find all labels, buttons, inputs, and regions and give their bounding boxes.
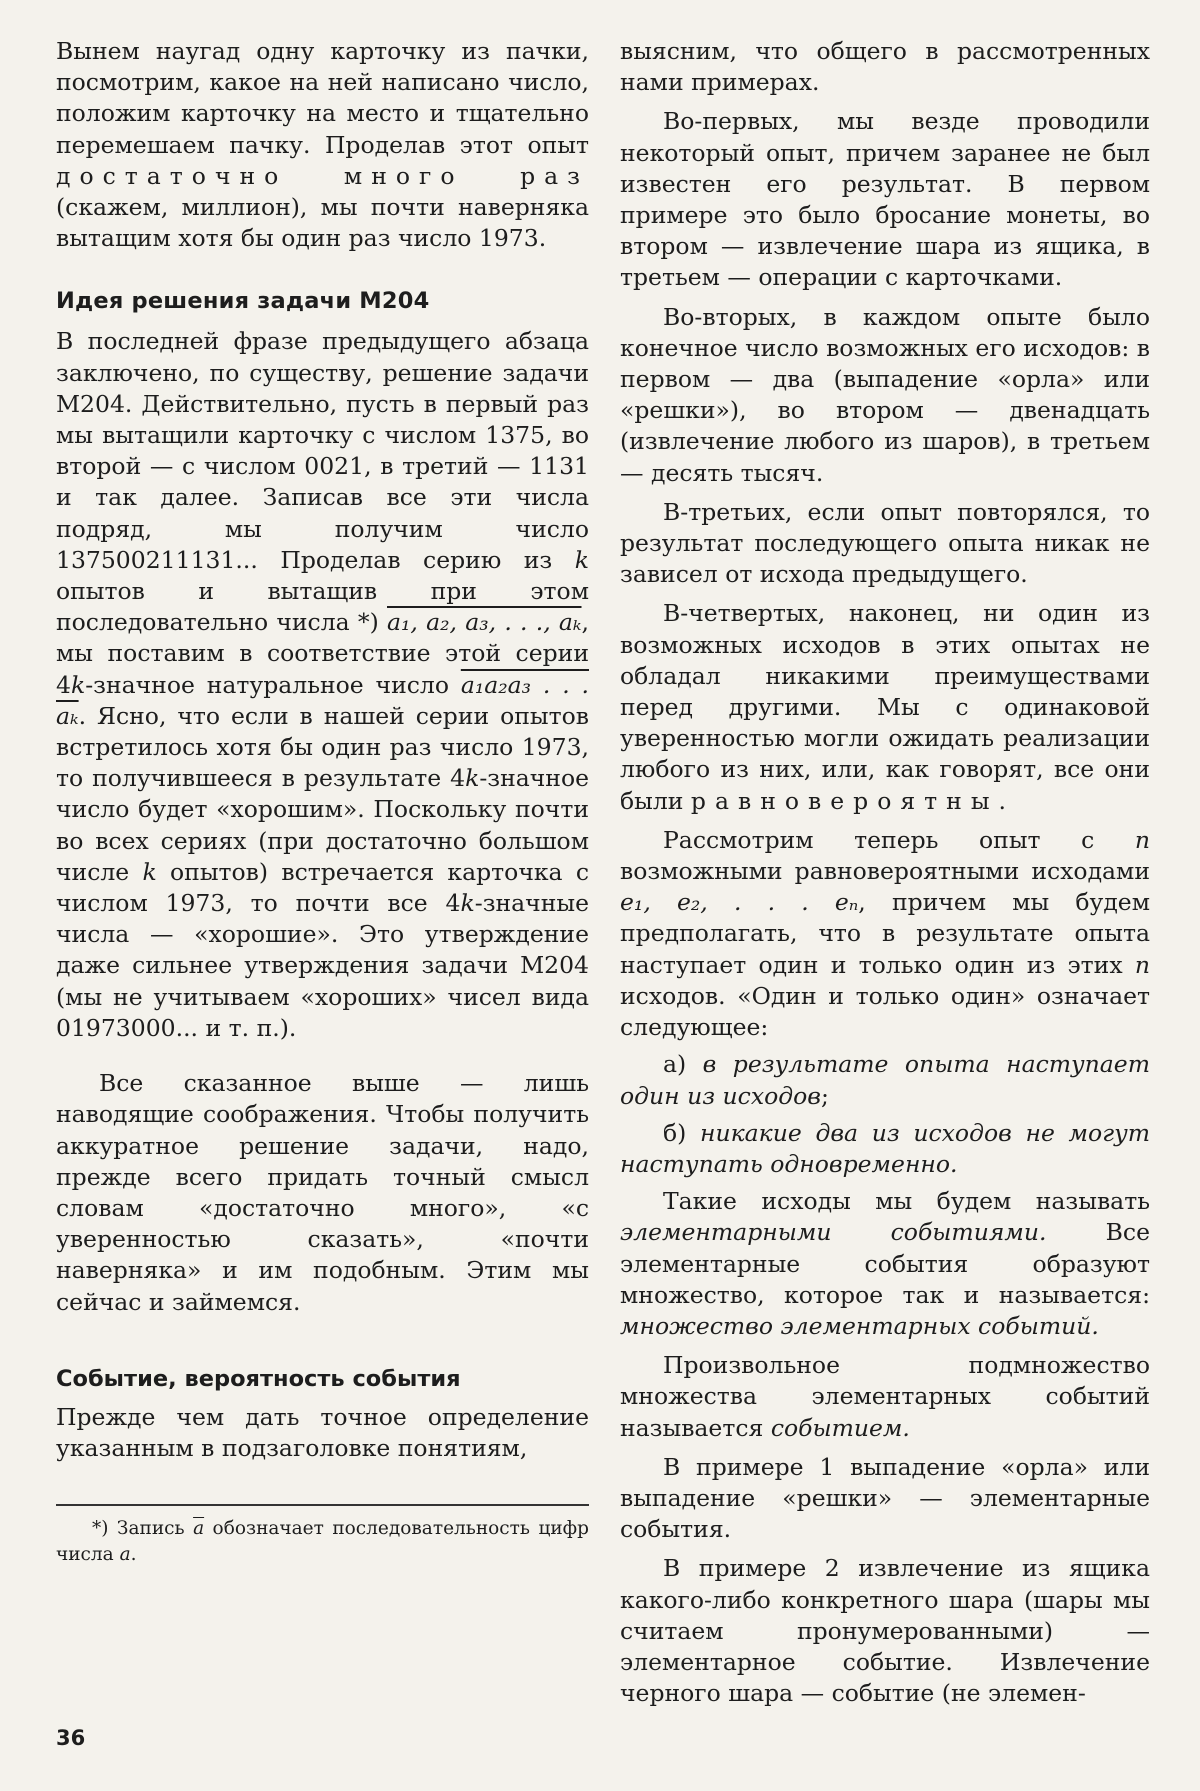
footnote: *) Запись $\overline{a}$ обозначает последовательность цифр числа a. [56, 1518, 589, 1566]
digit-sequence-notation: a₁, a₂, a₃, . . ., aₖ [387, 608, 582, 637]
paragraph-right-7: Такие исходы мы будем называть элементарными событиями. Все элементарные события образуют множество, которое так и называется: множество элементарных событий. [620, 1187, 1150, 1340]
paragraph-left-1: Вынем наугад одну карточку из пачки, посмотрим, какое на ней написано число, положим карточку на место и тщательно перемешаем пачку. Проделав этот опыт достаточно много раз (скажем, миллион), мы почти наверняка вытащим хотя бы один раз число 1973. [56, 37, 589, 253]
list-item-a: а) в результате опыта наступает один из исходов; [620, 1050, 1150, 1110]
paragraph-right-1: выясним, что общего в рассмотренных нами примерах. [620, 37, 1150, 97]
paragraph-right-9: В примере 1 выпадение «орла» или выпадение «решки» — элементарные события. [620, 1452, 1150, 1544]
paragraph-right-8: Произвольное подмножество множества элементарных событий называется событием. [620, 1351, 1150, 1442]
section-heading-idea: Идея решения задачи М204 [56, 288, 430, 315]
paragraph-left-2: В последней фразе предыдущего абзаца заключено, по существу, решение задачи М204. Действительно, пусть в первый раз мы вытащили карточку с числом 1375, во второй — с числом 0021, в третий — 1131 и так далее. Записав все эти числа подряд, мы получим число 137500211131... Проделав серию из k опытов и вытащив при этом последовательно числа *) a₁, a₂, a₃, . . ., aₖ, мы поставим в соответствие этой серии 4k-значное натуральное число a₁a₂a₃ . . . aₖ. Ясно, что если в нашей серии опытов встретилось хотя бы один раз число 1973, то получившееся в результате 4k-значное число будет «хорошим». Поскольку почти во всех сериях (при достаточно большом числе k опытов) встречается карточка с числом 1973, то почти все 4k-значные числа — «хорошие». Это утверждение даже сильнее утверждения задачи М204 (мы не учитываем «хороших» чисел вида 01973000... и т. п.). [56, 327, 589, 1042]
paragraph-right-4: В-третьих, если опыт повторялся, то результат последующего опыта никак не зависел от исхода предыдущего. [620, 497, 1150, 589]
section-heading-event: Событие, вероятность события [56, 1365, 461, 1392]
right-column [620, 36, 1150, 1709]
spaced-emphasis: равновероятны [690, 786, 999, 815]
left-column [56, 36, 589, 1568]
paragraph-left-3: Все сказанное выше — лишь наводящие соображения. Чтобы получить аккуратное решение задачи, надо, прежде всего придать точный смысл словам «достаточно много», «с уверенностью сказать», «почти наверняка» и им подобным. Этим мы сейчас и займемся. [56, 1069, 589, 1316]
paragraph-right-3: Во-вторых, в каждом опыте было конечное число возможных его исходов: в первом — два (выпадение «орла» или «решки»), во втором — двенадцать (извлечение любого из шаров), в третьем — десять тысяч. [620, 302, 1150, 487]
paragraph-right-5: В-четвертых, наконец, ни один из возможных исходов в этих опытах не обладал никакими преимуществами перед другими. Мы с одинаковой уверенностью могли ожидать реализации любого из них, или, как говорят, все они были равновероятны. [620, 599, 1150, 815]
paragraph-right-6: Рассмотрим теперь опыт с n возможными равновероятными исходами e₁, e₂, . . . eₙ, причем мы будем предполагать, что в результате опыта наступает один и только один из этих n исходов. «Один и только один» означает следующее: [620, 825, 1150, 1042]
page-number: 36 [56, 1726, 86, 1750]
paragraph-right-2: Во-первых, мы везде проводили некоторый опыт, причем заранее не был известен его результат. В первом примере это было бросание монеты, во втором — извлечение шара из ящика, в третьем — операции с карточками. [620, 107, 1150, 292]
spaced-emphasis: достаточно много раз [56, 161, 589, 190]
paragraph-right-10: В примере 2 извлечение из ящика какого-либо конкретного шара (шары мы считаем пронумерованными) — элементарное событие. Извлечение черного шара — событие (не элемен- [620, 1554, 1150, 1708]
footnote-divider [56, 1504, 589, 1506]
list-item-b: б) никакие два из исходов не могут наступать одновременно. [620, 1118, 1150, 1178]
concatenated-number: a₁a₂a₃ . . . aₖ [56, 670, 589, 730]
paragraph-left-4: Прежде чем дать точное определение указанным в подзаголовке понятиям, [56, 1402, 589, 1462]
